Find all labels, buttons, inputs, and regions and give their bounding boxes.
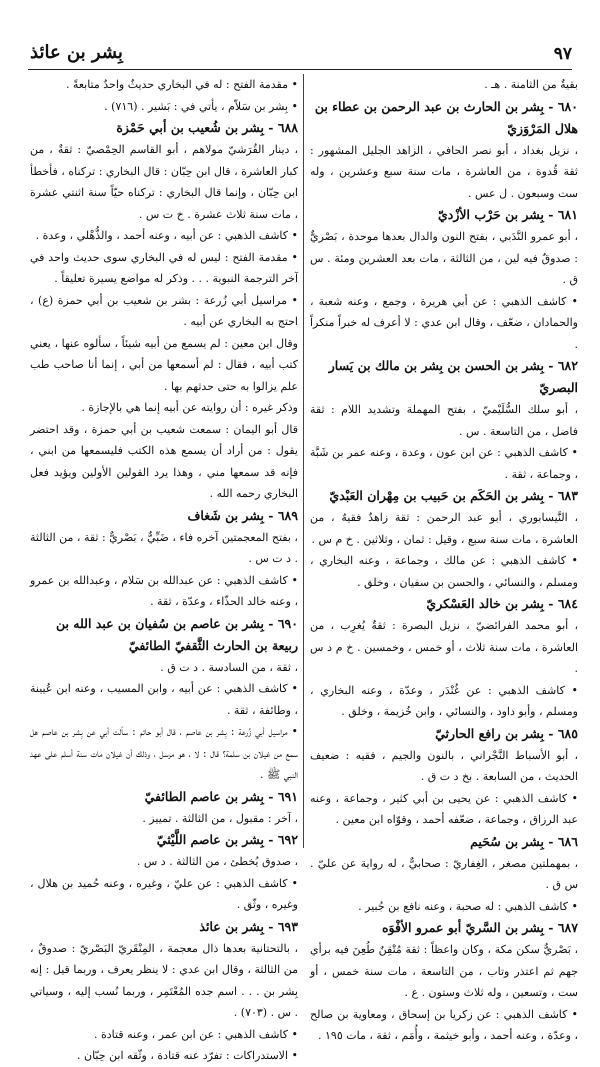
entry-heading: ٦٨٧ - بِشر بن السَّريّ أبو عمرو الأفْوَه [381, 920, 578, 935]
entry-heading: ٦٨٤ - بِشر بن خالد العَسْكريّ [426, 596, 578, 611]
entry-heading: ٦٨٩ - بِشر بن شَغاف [187, 507, 298, 523]
running-head: بِشر بن عائذ [30, 42, 123, 63]
entry-body: ، نزيل بغداد ، أبو نصر الحافي ، الزاهد الجليل المشهور : ثقة قُدوة ، من العاشرة ، مات سنة سبع وعشرين ، وله ست وسبعون . ل عس . [310, 143, 578, 200]
commentary-note: • كاشف الذهبي : عن عليّ ، وغيره ، وعنه حُميد بن هلال ، وغيره ، وثّق . [30, 876, 298, 911]
header-rule [28, 69, 572, 70]
entry-heading: ٦٨٢ - بِشر بن الحسن بن بِشر بن مالك بن يَسار البصريّ [328, 358, 578, 395]
commentary-note: قال أبو اليمان : سمعت شعيب بن أبي حمزة ، وقد احتضر يقول : من أراد أن يسمع هذه الكتب فليسمعها من ابني ، فإنه قد سمعها مني ، وهذا يرد القولين الأولين ويؤيد فعل البخاري رحمه الله . [30, 422, 298, 500]
entry-heading: ٦٨٦ - بِشر بن سُحَيم [470, 833, 578, 849]
page-header [30, 44, 572, 70]
entry-heading: ٦٩١ - بِشر بن عاصم الطائفيّ [144, 788, 298, 804]
left-column [30, 74, 298, 1062]
commentary-note: • مقدمة الفتح : له في البخاري حديثٌ واحدٌ متابعةً . [65, 78, 298, 91]
entry-body: ، بَصْريٌّ سكن مكة ، وكان واعظاً : ثقة مُتْقِنٌ طُعِنَ فيه برأي جهم ثم اعتذر وتاب ، من التاسعة ، مات سنة خمس ، أو ست ، وتسعين ، وله ثلاث وستون . ع . [310, 943, 578, 999]
commentary-note: • مقدمة الفتح : ليس له في البخاري سوى حديث واحد في آخر الترجمة النبوية . . . وذكر له مواضع يسيرة تعليقاً . [30, 250, 298, 285]
commentary-note: • كاشف الذهبي : عن ابن عمر ، وعنه قتادة . [94, 1027, 298, 1041]
column-divider [303, 74, 304, 848]
entry-heading: ٦٨١ - بِشر بن حَرْب الأزْديّ [437, 207, 578, 222]
entry-body: ، بفتح المعجمتين آخره فاء ، ضَبِّيٌّ ، بَصْريٌّ : ثقة ، من الثالثة . د ت س . [30, 530, 298, 565]
commentary-note: • كاشف الذهبي : عن أبيه ، وابن المسيب ، وعنه ابن عُيينة ، وطائفة ، ثقة . [30, 682, 298, 717]
commentary-note: • مراسيل أبي زُرعة : بشر بن شعيب بن أبي حمزة (ع) ، احتج به البخاري عن أبيه . [30, 293, 298, 328]
entry-heading: ٦٩٣ - بِشر بن عائذ [199, 918, 298, 934]
commentary-note: • كاشف الذهبي : عن يحيى بن أبي كثير ، وجماعة ، وعنه عبد الرزاق ، وجماعة ، ضعّفه أحمد ، وقوّاه ابن معين . [310, 791, 578, 826]
commentary-note: • مراسيل أبي زُرعة : بِشر بن عاصم ، قال أبو حاتم : سألت أبي عن بِشر بن عاصم هل سمع من غيلان بن سلمة؟ قال : لا ، هو مرسل ، وذلك أن غيلان مات سنة أسلم على عهد النبي ﷺ . [30, 725, 298, 781]
commentary-note: • كاشف الذهبي : عن مالك ، وجماعة ، وعنه البخاري ، ومسلم ، والنسائي ، والحسن بن سفيان ، وخلق . [310, 554, 578, 589]
entry-body: ، النَّيسابوري ، أبو عبد الرحمن : ثقة زاهدٌ فقيهٌ ، من العاشرة ، مات سنة سبع ، وقيل : ثمان ، وثلاثين . خ م س . [310, 511, 578, 546]
entry-heading: ٦٨٨ - بِشر بن شُعيب بن أبي حَمْزة [116, 120, 298, 135]
commentary-note: • كاشف الذهبي : له صحبة ، وعنه نافع بن جُبير . [358, 899, 578, 913]
commentary-note: وذكر غيره : أن روايته عن أبيه إنما هي بالإجازة . [81, 401, 298, 414]
entry-body: ، دينار القُرَشيّ مولاهم ، أبو القاسم الحِمْصيّ : ثقةٌ ، من كبار العاشرة ، قال ابن حِبّان : قال البخاري : تركناه ، فأخطأ ابن حِبّان ، وإنما قال البخاري : تركناه حيّاً سنة اثنتي عشرة ، مات سنة ثلاث عشرة . خ ت س . [30, 143, 298, 221]
entry-body: ، آخر : مقبول ، من الثالثة . تمييز . [142, 811, 298, 825]
entry-heading: ٦٨٥ - بِشر بن رافع الحارثيّ [435, 725, 578, 741]
commentary-note: • كاشف الذهبي : عن ابن عون ، وعدة ، وعنه عمر بن شَبَّة ، وجماعة ، ثقة . [310, 446, 578, 481]
entry-body: ، أبو محمد الفرائضيّ ، نزيل البصرة : ثقةٌ يُغرِب ، من العاشرة ، مات سنة ثلاث ، أو خمس ، وخمسين . خ م د س . [310, 619, 578, 675]
entry-body: ، ثقة ، من السادسة . د ت ق . [160, 660, 298, 674]
entry-heading: ٦٨٣ - بِشر بن الحَكَم بن حَبيب بن مِهْران العَبْديّ [329, 488, 578, 503]
entry-body: ، أبو الأسباط النَّجْراني ، بالنون والجيم ، فقيه : ضعيف الحديث ، من السابعة . بخ د ت ق . [310, 748, 578, 783]
entry-body: ، بالتحتانية بعدها ذال معجمة ، المِنْقَريّ البَصْريّ : صدوقٌ ، من الثالثة ، وقال ابن عدي : لا ينظر يعرف ، وربما قيل : إنه بِشر بن . . . اسم جده المُعْتَمِر ، وربما نُسب إليه ، وسياتي . س . (٧٠٣) . [30, 941, 298, 1019]
commentary-note: • كاشف الذهبي : عن أبي هريرة ، وجمع ، وعنه شعبة ، والحمادان ، ضعّف ، وقال ابن عدي : لا أعرف له خبراً منكراً . [310, 294, 578, 351]
commentary-note: • الاستدراكات : تفرّد عنه قتادة ، وثّقه ابن حِبّان . [77, 1049, 298, 1062]
commentary-note: وقال ابن معين : لم يسمع من أبيه شيئاً ، سألوه عنها ، يعني كتب أبيه ، فقال : لم أسمعها من أبي ، إنما أنا صاحب طب علم يزالوا به حتى حدثهم بها . [30, 336, 298, 393]
entry-body: ، أبو سلك السُّلَيْميّ ، بفتح المهملة وتشديد اللام : ثقة فاضل ، من التاسعة . س . [310, 403, 578, 438]
commentary-note: • كاشف الذهبي : عن عبدالله بن سَلام ، وعبدالله بن عمرو ، وعنه خالد الحذّاء ، وعدّة ، ثقة . [30, 573, 298, 608]
commentary-note: • كاشف الذهبي : عن زكريا بن إسحاق ، ومعاوية بن صالح ، وعدّة ، وعنه أحمد ، وأبو خيثمة ، وأُمَم ، ثقة ، مات ١٩٥ . [310, 1007, 578, 1042]
text-paragraph: بقيةٌ من الثامنة . هـ . [484, 78, 578, 91]
entry-heading: ٦٨٠ - بِشر بن الحارث بن عبد الرحمن بن عطاء بن هلال المَرْوَزيّ [314, 98, 578, 136]
entry-body: ، بمهملتين مصغر ، الغِفاريّ : صحابيٌّ ، له رواية عن عليّ . س ق . [310, 856, 578, 891]
commentary-note: • كاشف الذهبي : عن أبيه ، وعنه أحمد ، والذُّهْلي ، وعدة . [35, 229, 298, 242]
commentary-note: • بِشر بن سَلاّم ، يأتي في : بَشير . (٧١٦) . [104, 99, 298, 113]
page-number: ٩٧ [553, 44, 572, 64]
entry-body: ، أبو عمرو النَّدَبي ، بفتح النون والدال بعدها موحدة ، بَصْريٌّ : صدوقٌ فيه لين ، من الثالثة ، مات بعد العشرين ومئة . س ق . [310, 230, 578, 286]
entry-heading: ٦٩٢ - بِشر بن عاصم اللَّيْثيّ [156, 832, 298, 847]
entry-body: ، صدوق يُخطئ ، من الثالثة . د س . [136, 855, 298, 868]
right-column [310, 74, 578, 1042]
commentary-note: • كاشف الذهبي : عن غُنْدَر ، وعدّة ، وعنه البخاري ، ومسلم ، وأبو داود ، والنسائي ، وابن خُزيمة ، وخلق . [310, 683, 578, 718]
entry-heading: ٦٩٠ - بِشر بن عاصم بن سُفيان بن عبد الله بن ربيعة بن الحارث الثَّقفيّ الطائفيّ [55, 615, 298, 653]
